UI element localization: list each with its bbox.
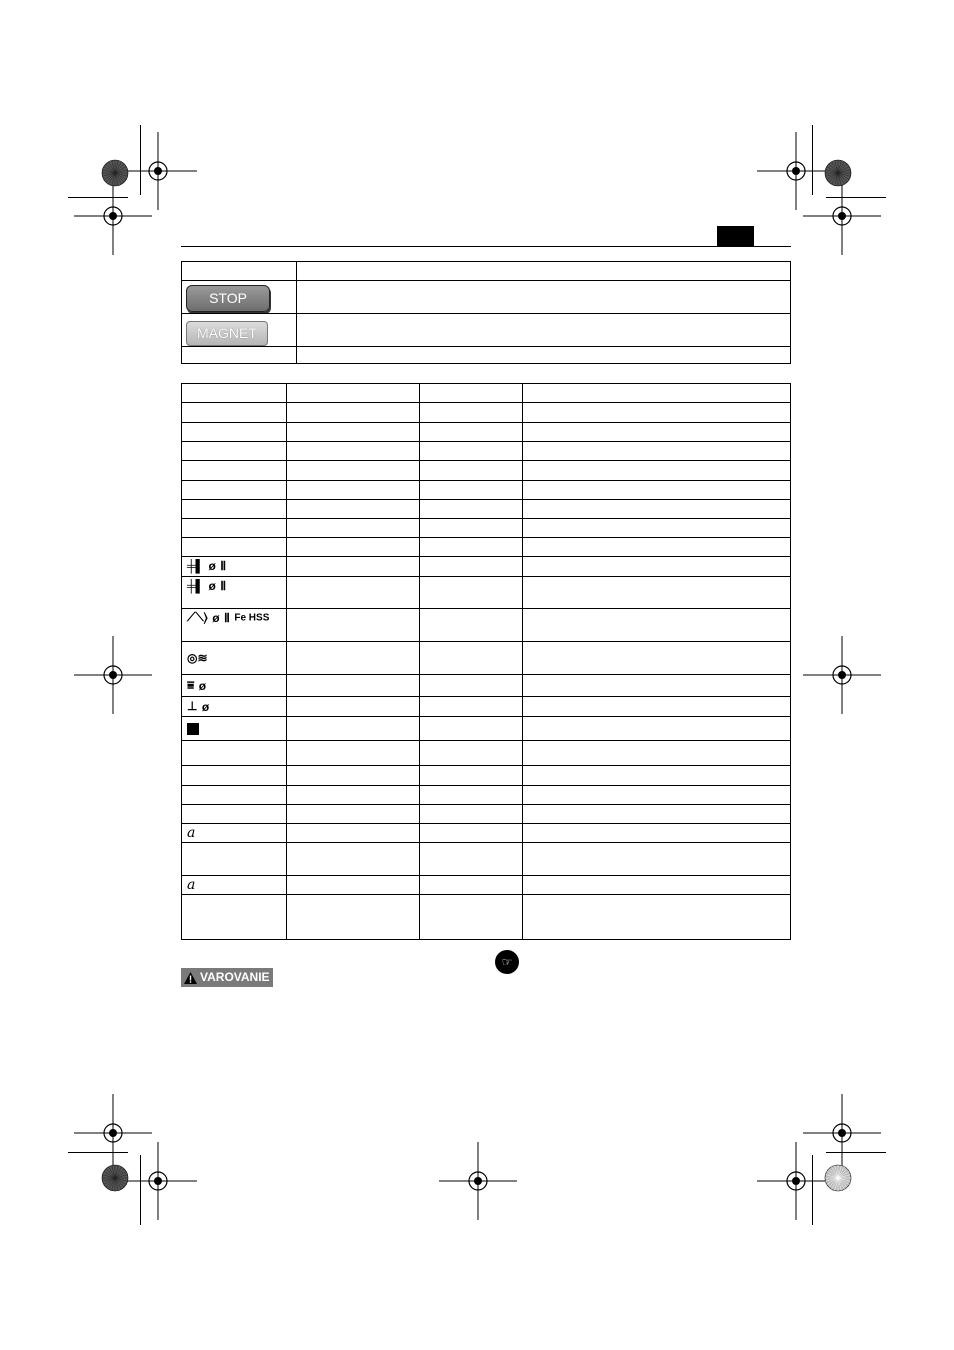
steel-beam-icon: Ⅱ — [224, 610, 230, 625]
crop-mark — [68, 1152, 128, 1153]
table-row — [182, 642, 791, 675]
diameter-symbol: ø — [198, 678, 207, 693]
table-row — [182, 423, 791, 442]
crosshair-icon — [439, 1142, 517, 1220]
table-row — [182, 403, 791, 423]
color-wheel-icon — [824, 1164, 852, 1192]
vibration-symbol: a — [187, 877, 196, 893]
table-row — [182, 519, 791, 538]
table-row — [182, 805, 791, 824]
crosshair-icon — [74, 636, 152, 714]
color-wheel-icon — [824, 159, 852, 187]
table-row — [182, 675, 791, 697]
steel-beam-icon: Ⅱ — [220, 558, 227, 573]
thread-icon: ◎≋ — [187, 650, 208, 665]
header-rule — [181, 246, 791, 247]
table-row — [182, 717, 791, 741]
color-wheel-icon — [101, 1164, 129, 1192]
table-row — [182, 481, 791, 500]
table-row — [182, 741, 791, 766]
cutter-icon: ╪▌ — [187, 558, 205, 573]
table-row — [182, 262, 791, 281]
plate-thickness-icon: ⊥ — [187, 699, 198, 714]
table-row — [182, 557, 791, 577]
table-row — [182, 538, 791, 557]
diameter-symbol: ø — [212, 610, 220, 625]
magnet-force-icon: ⩸ — [187, 677, 195, 692]
table-row — [182, 824, 791, 843]
crosshair-icon — [803, 177, 881, 255]
table-row — [182, 766, 791, 786]
language-tab — [717, 226, 754, 246]
diameter-symbol: ø — [208, 578, 216, 593]
cutter-icon: ╪▌ — [187, 578, 205, 593]
crop-mark — [140, 1155, 141, 1225]
table-row — [182, 347, 791, 364]
drill-material-label: Fe HSS — [234, 612, 270, 624]
warning-label: VAROVANIE — [200, 970, 270, 984]
vibration-symbol: a — [187, 825, 196, 841]
table-row — [182, 281, 791, 314]
table-row — [182, 461, 791, 481]
table-row — [182, 697, 791, 717]
table-row — [182, 442, 791, 461]
drill-bit-icon: ⟋⟍⟩ — [187, 610, 208, 625]
warning-badge — [181, 968, 273, 987]
warning-triangle-icon — [184, 972, 197, 984]
read-manual-icon: ☞ — [495, 950, 519, 974]
table-row — [182, 384, 791, 403]
table-row — [182, 609, 791, 642]
crosshair-icon — [119, 1142, 197, 1220]
steel-beam-icon: Ⅱ — [220, 578, 227, 593]
crop-mark — [826, 1152, 886, 1153]
table-row — [182, 876, 791, 895]
controls-table — [181, 261, 791, 364]
magnet-button: MAGNET — [186, 321, 268, 346]
table-row — [182, 314, 791, 347]
crop-mark — [68, 197, 128, 198]
stop-button: STOP — [186, 285, 270, 312]
table-row — [182, 895, 791, 940]
diameter-symbol: ø — [208, 558, 216, 573]
diameter-symbol: ø — [201, 699, 210, 714]
table-row — [182, 577, 791, 609]
table-row — [182, 500, 791, 519]
crop-mark — [140, 125, 141, 195]
crosshair-icon — [803, 636, 881, 714]
weight-icon — [187, 723, 199, 735]
specs-table — [181, 383, 791, 940]
table-row — [182, 786, 791, 805]
crop-mark — [812, 1155, 813, 1225]
crop-mark — [812, 125, 813, 195]
crop-mark — [826, 197, 886, 198]
color-wheel-icon — [101, 159, 129, 187]
table-row — [182, 843, 791, 876]
